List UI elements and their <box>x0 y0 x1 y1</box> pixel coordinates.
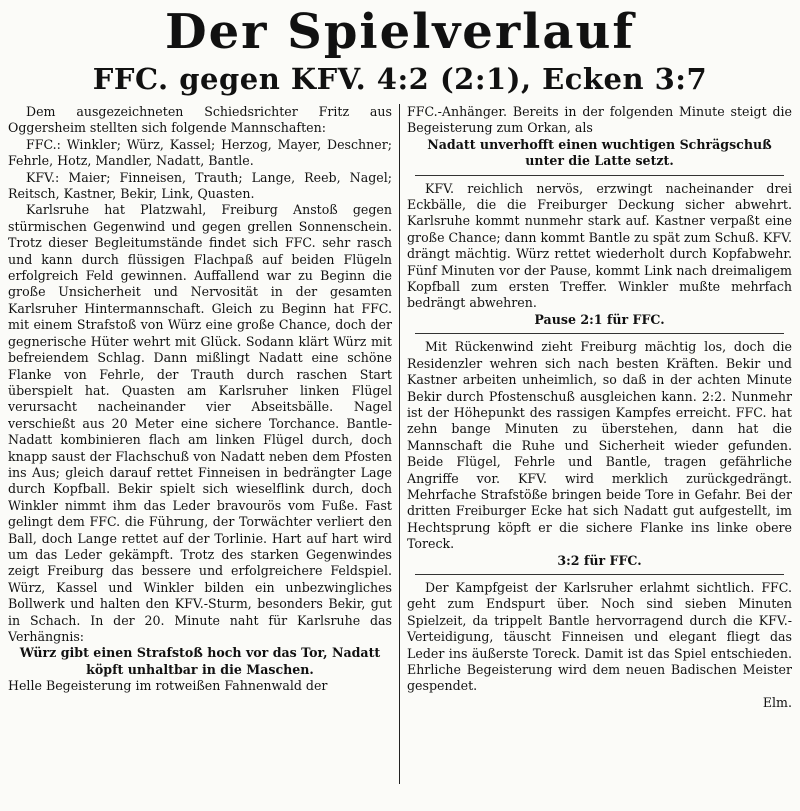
continuation-paragraph: FFC.-Anhänger. Bereits in der folgenden Minute steigt die Begeisterung zum Orkan, als <box>407 104 792 136</box>
lineup-kfv: KFV.: Maier; Finneisen, Trauth; Lange, Reeb, Nagel; Reitsch, Kastner, Bekir, Link, Quasten. <box>8 169 392 202</box>
final-paragraph: Der Kampfgeist der Karlsruher erlahmt sichtlich. FFC. geht zum Endspurt über. Noch sind sieben Minuten Spielzeit, da trippelt Bantle hervorragend durch die KFV.-Verteidigung, täuscht Finneisen und elegant fliegt das Leder ins äußerste Toreck. Damit ist das Spiel entschieden. Ehrliche Begeisterung wird dem neuen Badischen Meister gespendet. <box>407 579 792 694</box>
first-half-report: Karlsruhe hat Platzwahl, Freiburg Anstoß gegen stürmischen Gegenwind und gegen grellen Sonnenschein. Trotz dieser Begleitumstände findet sich FFC. sehr rasch und kann durch flüssigen Flachpaß auf beiden Flügeln erfolgreich Feld gewinnen. Auffallend war zu Beginn die große Unsicherheit und Nervosität in der gesamten Karlsruher Hintermannschaft. Gleich zu Beginn hat FFC. mit einem Strafstoß von Würz eine große Chance, doch der gegnerische Hüter wehrt mit Glück. Sodann klärt Würz mit befreiendem Schlag. Dann mißlingt Nadatt eine schöne Flanke von Fehrle, der Trauth durch raschen Start überspielt hat. Quasten am Karlsruher linken Flügel verursacht nacheinander vier Abseitsbälle. Nagel verschießt aus 20 Meter eine sichere Torchance. Bantle-Nadatt kombinieren flach am linken Flügel durch, doch knapp saust der Flachschuß von Nadatt neben dem Pfosten ins Aus; gleich darauf rettet Finneisen in bedrängter Lage durch Kopfball. Bekir spielt sich wieselflink durch, doch Winkler nimmt ihm das Leder bravourös vom Fuße. Fast gelingt dem FFC. die Führung, der Torwächter verliert den Ball, doch Lange rettet auf der Torlinie. Hart auf hart wird um das Leder gekämpft. Trotz des starken Gegenwindes zeigt Freiburg das bessere und erfolgreichere Feldspiel. Würz, Kassel und Winkler bilden ein unbezwingliches Bollwerk und halten den KFV.-Sturm, besonders Bekir, gut in Schach. In der 20. Minute naht für Karlsruhe das Verhängnis: <box>8 202 392 644</box>
intro-paragraph: Dem ausgezeichneten Schiedsrichter Fritz aus Oggersheim stellten sich folgende Mannschaften: <box>8 104 392 136</box>
right-column <box>400 104 792 784</box>
pressure-paragraph: KFV. reichlich nervös, erzwingt nacheinander drei Eckbälle, die die Freiburger Deckung sicher abwehrt. Karlsruhe kommt nunmehr stark auf. Kastner verpaßt eine große Chance; dann kommt Bantle zu spät zum Schuß. KFV. drängt mächtig. Würz rettet wiederholt durch Kopfabwehr. Fünf Minuten vor der Pause, kommt Link nach dreimaligem Kopfball zum ersten Treffer. Winkler mußte mehrfach bedrängt abwehren. <box>407 180 792 311</box>
second-goal-callout: Nadatt unverhofft einen wuchtigen Schrägschuß unter die Latte setzt. <box>427 136 772 169</box>
divider <box>415 175 784 176</box>
halftime-score: Pause 2:1 für FFC. <box>534 311 665 327</box>
left-column <box>8 104 400 784</box>
divider <box>415 333 784 334</box>
match-result-subheadline: FFC. gegen KFV. 4:2 (2:1), Ecken 3:7 <box>92 62 708 96</box>
divider <box>415 574 784 575</box>
author-signature: Elm. <box>762 694 792 710</box>
article-body <box>8 104 792 784</box>
third-goal-score: 3:2 für FFC. <box>557 552 642 568</box>
first-goal-callout: Würz gibt einen Strafstoß hoch vor das Tor, Nadatt köpft unhaltbar in die Maschen. <box>19 645 381 677</box>
celebration-line: Helle Begeisterung im rotweißen Fahnenwald der <box>8 678 328 694</box>
second-half-paragraph: Mit Rückenwind zieht Freiburg mächtig los, doch die Residenzler wehren sich nach besten Kräften. Bekir und Kastner arbeiten unheimlich, so daß in der achten Minute Bekir durch Pfostenschuß ausgleichen kann. 2:2. Nunmehr ist der Höhepunkt des rassigen Kampfes erreicht. FFC. hat zehn bange Minuten zu überstehen, dann hat die Mannschaft die Ruhe und Sicherheit wieder gefunden. Beide Flügel, Fehrle und Bantle, tragen gefährliche Angriffe vor. KFV. wird merklich zurückgedrängt. Mehrfache Strafstöße bringen beide Tore in Gefahr. Bei der dritten Freiburger Ecke hat sich Nadatt gut aufgestellt, im Hechtsprung köpft er die sichere Flanke ins linke obere Toreck. <box>407 339 792 552</box>
lineup-ffc: FFC.: Winkler; Würz, Kassel; Herzog, Mayer, Deschner; Fehrle, Hotz, Mandler, Nadatt, Bantle. <box>8 136 392 169</box>
article-headline: Der Spielverlauf <box>165 4 635 60</box>
